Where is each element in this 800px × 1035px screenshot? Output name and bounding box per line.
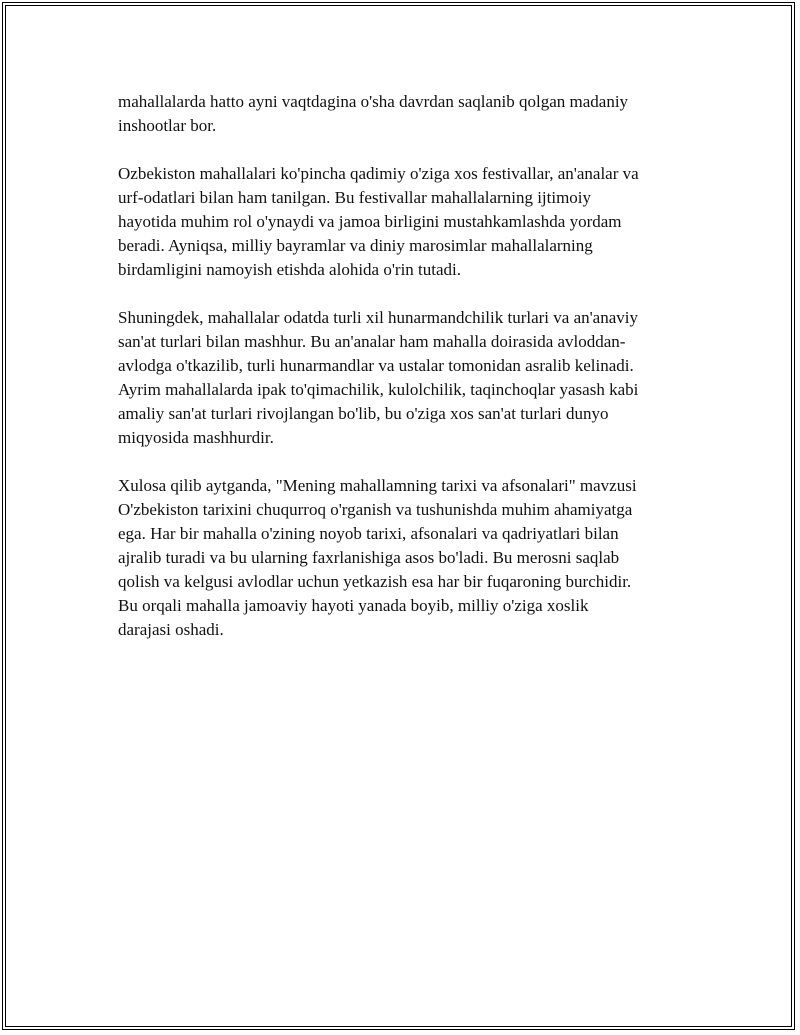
paragraph-2: Ozbekiston mahallalari ko'pincha qadimiy o'ziga xos festivallar, an'analar va urf-odatlari bilan ham tanilgan. Bu festivallar mahallalarning ijtimoiy hayotida muhim rol o'ynaydi va jamoa birligini mustahkamlashda yordam beradi. Ayniqsa, milliy bayramlar va diniy marosimlar mahallalarning birdamligini namoyish etishda alohida o'rin tutadi. <box>118 164 639 279</box>
paragraph-4: Xulosa qilib aytganda, "Mening mahallamning tarixi va afsonalari" mavzusi O'zbekiston tarixini chuqurroq o'rganish va tushunishda muhim ahamiyatga ega. Har bir mahalla o'zining noyob tarixi, afsonalari va qadriyatlari bilan ajralib turadi va bu ularning faxrlanishiga asos bo'ladi. Bu merosni saqlab qolish va kelgusi avlodlar uchun yetkazish esa har bir fuqaroning burchidir. Bu orqali mahalla jamoaviy hayoti yanada boyib, milliy o'ziga xoslik darajasi oshadi. <box>118 476 637 639</box>
document-body <box>118 90 698 666</box>
paragraph-3: Shuningdek, mahallalar odatda turli xil hunarmandchilik turlari va an'anaviy san'at turlari bilan mashhur. Bu an'analar ham mahalla doirasida avloddan- avlodga o'tkazilib, turli hunarmandlar va ustalar tomonidan asralib kelinadi. Ayrim mahallalarda ipak to'qimachilik, kulolchilik, taqinchoqlar yasash kabi amaliy san'at turlari rivojlangan bo'lib, bu o'ziga xos san'at turlari dunyo miqyosida mashhurdir. <box>118 308 639 447</box>
paragraph-1: mahallalarda hatto ayni vaqtdagina o'sha davrdan saqlanib qolgan madaniy inshootlar bor. <box>118 92 629 135</box>
